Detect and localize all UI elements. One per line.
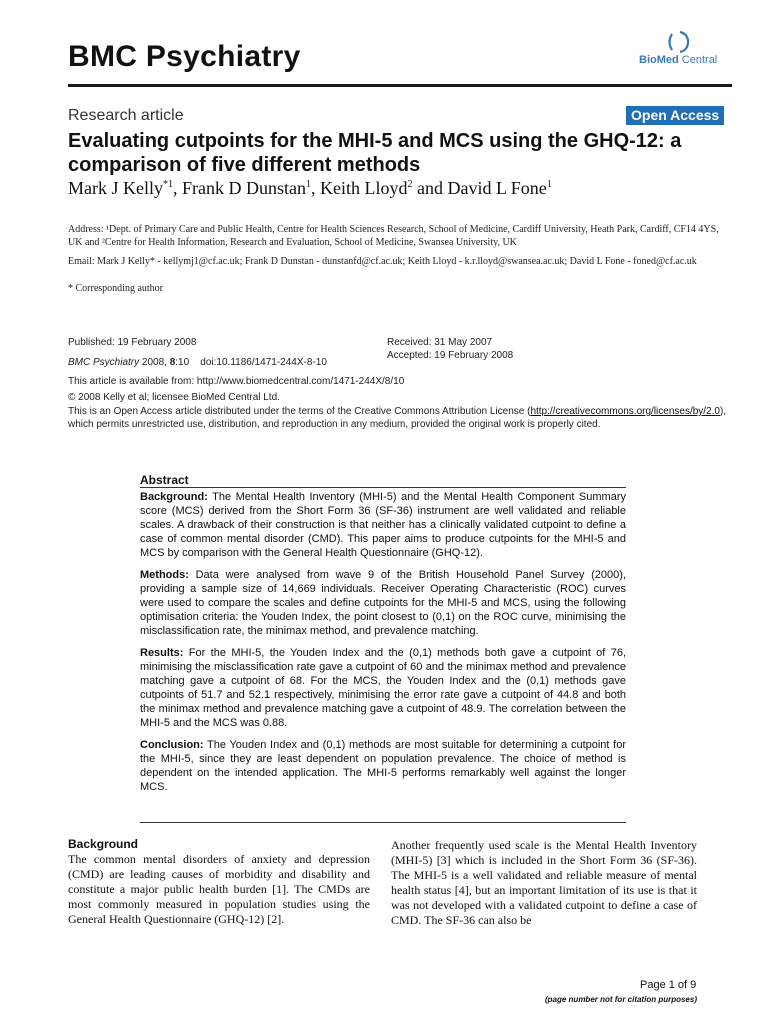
corresponding-author-note: * Corresponding author xyxy=(68,283,163,294)
license-post: ), which permits unrestricted use, distribution, and reproduction in any medium, provided the original work is properly cited. xyxy=(68,406,727,430)
abstract-label: Results: xyxy=(140,647,184,659)
journal-title: BMC Psychiatry xyxy=(68,40,301,73)
abstract-section-background xyxy=(140,490,626,560)
abstract-box xyxy=(140,473,626,802)
abstract-text: The Mental Health Inventory (MHI-5) and the Mental Health Component Summary score (MCS) derived from the Short Form 36 (SF-36) instrument are well validated and reliable scales. A drawback of their construction is that neither has a clinically validated cutpoint to define a case of common mental disorder (CMD). This paper aims to produce cutpoints for the MHI-5 and MCS by comparison with the General Health Questionnaire (GHQ-12). xyxy=(140,491,626,559)
email-list[interactable]: Email: Mark J Kelly* - kellymj1@cf.ac.uk; Frank D Dunstan - dunstanfd@cf.ac.uk; Keith Lloyd - k.r.lloyd@swansea.ac.uk; David L Fone - foned@cf.ac.uk xyxy=(68,256,697,267)
author-affiliation: 2 xyxy=(407,179,413,190)
abstract-section-results xyxy=(140,646,626,730)
abstract-section-conclusion xyxy=(140,738,626,794)
author-affiliation: 1 xyxy=(305,179,311,190)
logo-text-central: Central xyxy=(678,54,718,66)
page-number-note: (page number not for citation purposes) xyxy=(544,995,697,1004)
section-heading-background: Background xyxy=(68,837,139,851)
license-text xyxy=(68,405,738,431)
author-separator: and xyxy=(412,178,448,198)
biomed-central-logo[interactable] xyxy=(634,30,734,72)
author-list xyxy=(68,178,552,199)
author-name[interactable]: Keith Lloyd xyxy=(319,178,408,198)
abstract-text: Data were analysed from wave 9 of the British Household Panel Survey (2000), providing a sample size of 14,669 individuals. Receiver Operating Characteristic (ROC) curves were used to compare the scales and define cutpoints for the MHI-5 and MCS, using the following optimisation criteria: the Youden Index, the point closest to (0,1) on the ROC curve, minimising the misclassification rate, the minimax method, and prevalence matching. xyxy=(140,569,626,637)
body-column-left: The common mental disorders of anxiety and depression (CMD) are leading causes of morbidity and disability and constitute a major public health burden [1]. The CMDs are most commonly measured in population studies using the General Health Questionnaire (GHQ-12) [2]. xyxy=(68,852,370,926)
abstract-text: For the MHI-5, the Youden Index and the (0,1) methods both gave a cutpoint of 76, minimising the misclassification rate gave a cutpoint of 60 and the minimax method and prevalence matching gave a cutpoint of 68. For the MCS, the Youden Index and the (0,1) methods gave cutpoints of 51.7 and 52.1 respectively, minimising the error rate gave a cutpoint of 44.8 and both the minimax method and prevalence matching gave a cutpoint of 48.9. The correlation between the MHI-5 and the MCS was 0.88. xyxy=(140,647,626,729)
page-number: Page 1 of 9 xyxy=(640,979,697,991)
citation-year: 2008, xyxy=(139,357,170,368)
author-name[interactable]: David L Fone xyxy=(447,178,547,198)
abstract-rule xyxy=(140,487,626,488)
abstract-text: The Youden Index and (0,1) methods are most suitable for determining a cutpoint for the MHI-5, since they are least dependent on population prevalence. The choice of method is dependent on the intended application. The MHI-5 performs remarkably well against the longer MCS. xyxy=(140,739,626,793)
logo-text-biomed: BioMed xyxy=(639,54,679,66)
copyright: © 2008 Kelly et al; licensee BioMed Central Ltd. xyxy=(68,392,280,403)
author-affiliation: 1 xyxy=(546,179,552,190)
accepted-date: Accepted: 19 February 2008 xyxy=(387,350,514,361)
abstract-heading: Abstract xyxy=(140,473,189,487)
citation-volume: 8 xyxy=(169,357,176,368)
article-url[interactable]: This article is available from: http://www.biomedcentral.com/1471-244X/8/10 xyxy=(68,376,405,387)
logo-swirl-icon xyxy=(666,30,692,54)
author-name[interactable]: Frank D Dunstan xyxy=(181,178,306,198)
abstract-label: Background: xyxy=(140,491,208,503)
address: Address: ¹Dept. of Primary Care and Public Health, Centre for Health Sciences Research, School of Medicine, Cardiff University, Heath Park, Cardiff, CF14 4YS, UK and ²Centre for Health Information, Research and Evaluation, School of Medicine, Swansea University, UK xyxy=(68,224,719,248)
citation-doi: :10 doi:10.1186/1471-244X-8-10 xyxy=(175,357,327,368)
abstract-section-methods xyxy=(140,568,626,638)
author-affiliation: *1 xyxy=(162,179,173,190)
open-access-badge: Open Access xyxy=(626,106,724,125)
author-name[interactable]: Mark J Kelly xyxy=(68,178,163,198)
published-date: Published: 19 February 2008 xyxy=(68,337,197,348)
body-column-right: Another frequently used scale is the Mental Health Inventory (MHI-5) [3] which is included in the Short Form 36 (SF-36). The MHI-5 is a well validated and reliable measure of mental health status [4], but an important limitation of its use is that it was not developed with a validated cutpoint to define a case of CMD. The SF-36 can also be xyxy=(391,838,697,927)
abstract-end-rule xyxy=(140,822,626,823)
article-type: Research article xyxy=(68,107,184,124)
article-title: Evaluating cutpoints for the MHI-5 and MCS using the GHQ-12: a comparison of five different methods xyxy=(68,130,682,176)
author-separator: , xyxy=(172,178,182,198)
abstract-label: Methods: xyxy=(140,569,189,581)
license-pre: This is an Open Access article distributed under the terms of the Creative Commons Attribution License ( xyxy=(68,406,531,417)
abstract-label: Conclusion: xyxy=(140,739,204,751)
citation xyxy=(68,356,327,369)
license-link[interactable]: http://creativecommons.org/licenses/by/2.0 xyxy=(530,406,720,417)
author-separator: , xyxy=(310,178,320,198)
header-rule xyxy=(68,84,732,87)
received-date: Received: 31 May 2007 xyxy=(387,337,493,348)
citation-journal: BMC Psychiatry xyxy=(68,357,140,368)
